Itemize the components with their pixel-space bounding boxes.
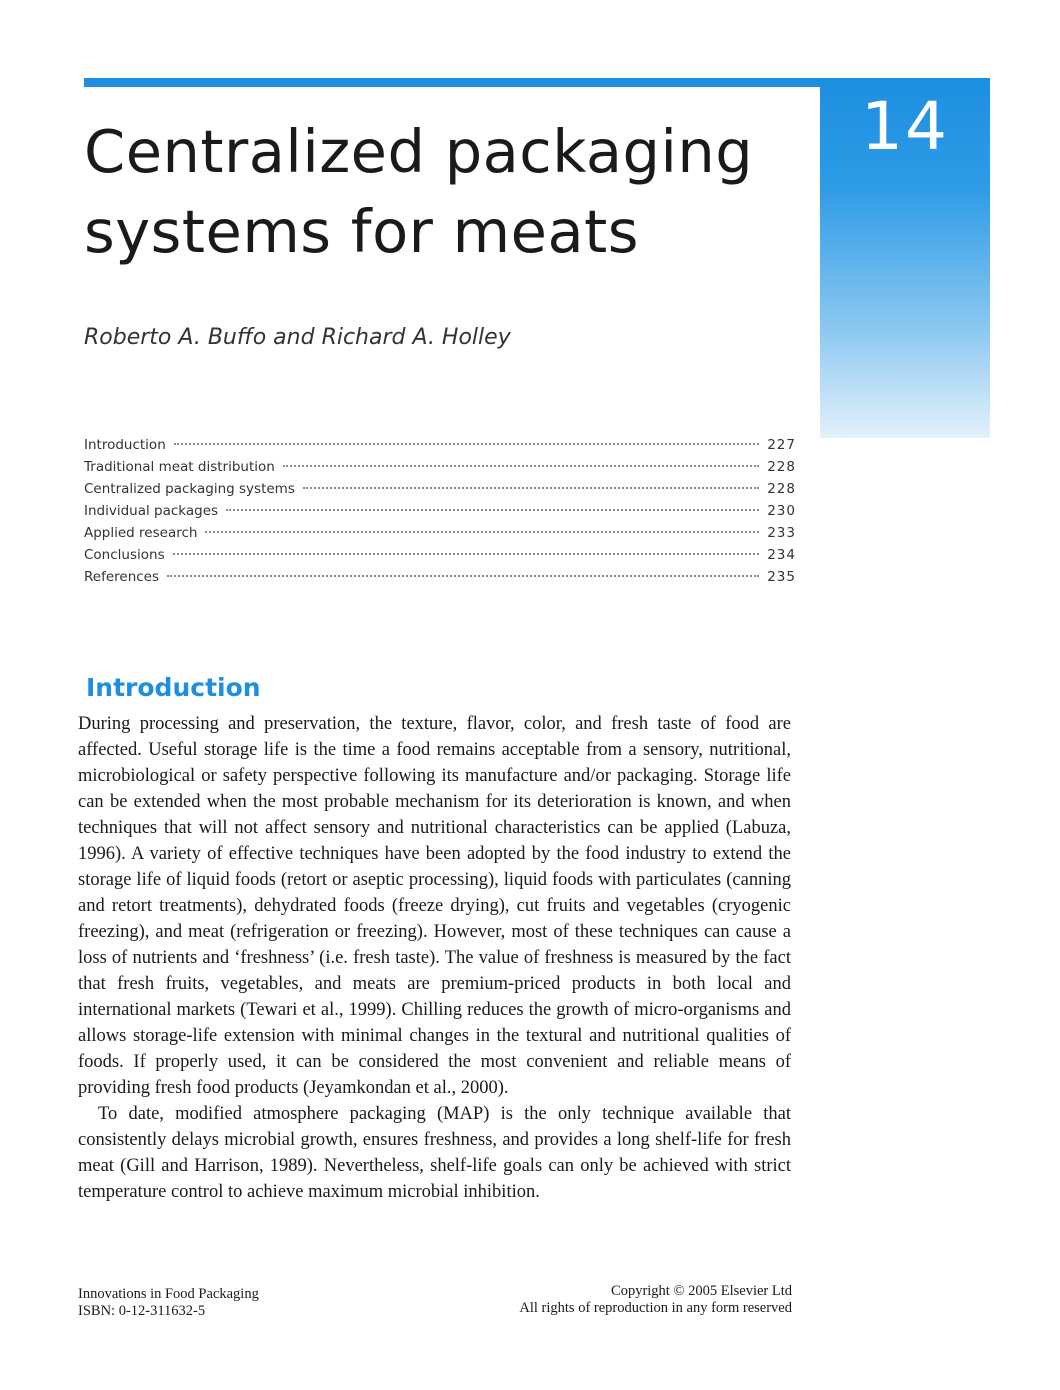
footer-isbn: ISBN: 0-12-311632-5 [78, 1303, 206, 1319]
paragraph: To date, modified atmosphere packaging (MAP) is the only technique available that consistently delays microbial growth, ensures freshness, and provides a long shelf-life for fresh meat (Gill and Harrison, 1989). Nevertheless, shelf-life goals can only be achieved with strict temperature control to achieve maximum microbial inhibition. [78, 1104, 791, 1202]
toc-label: References [84, 569, 160, 585]
footer-book-info [78, 1286, 259, 1320]
paragraph: During processing and preservation, the texture, flavor, color, and fresh taste of food are affected. Useful storage life is the time a food remains acceptable from a sensory, nutritional, microbiological or safety perspective following its manufacture and/or packaging. Storage life can be extended when the most probable mechanism for its deterioration is known, and when techniques that will not affect sensory and nutritional characteristics can be applied (Labuza, 1996). A variety of effective techniques have been adopted by the food industry to extend the storage life of liquid foods (retort or aseptic processing), liquid foods with particulates (canning and retort treatments), dehydrated foods (freeze drying), cut fruits and vegetables (cryogenic freezing), and meat (refrigeration or freezing). However, most of these techniques can cause a loss of nutrients and ‘freshness’ (i.e. fresh taste). The value of freshness is measured by the fact that fresh fruits, vegetables, and meats are premium-priced products in both local and international markets (Tewari et al., 1999). Chilling reduces the growth of micro-organisms and allows storage-life extension with minimal changes in the textural and nutritional qualities of foods. If properly used, it can be considered the most convenient and reliable means of providing fresh food products (Jeyamkondan et al., 2000). [78, 714, 791, 1098]
toc-label: Individual packages [84, 503, 219, 519]
toc-label: Introduction [84, 437, 166, 453]
toc-leader [226, 509, 759, 511]
toc-entry[interactable] [84, 437, 796, 459]
footer-copyright-line: Copyright © 2005 Elsevier Ltd [611, 1283, 792, 1299]
toc-entry[interactable] [84, 525, 796, 547]
header-rule [84, 78, 820, 87]
toc-entry[interactable] [84, 569, 796, 591]
toc-label: Centralized packaging systems [84, 481, 295, 497]
body-text [78, 711, 791, 1205]
chapter-number: 14 [861, 88, 949, 165]
toc-page: 227 [767, 437, 796, 453]
toc-label: Conclusions [84, 547, 165, 563]
toc-leader [173, 553, 760, 555]
toc-leader [167, 575, 759, 577]
footer-rights-line: All rights of reproduction in any form reserved [519, 1300, 792, 1316]
section-heading: Introduction [86, 673, 261, 702]
chapter-title-line-2: systems for meats [84, 197, 639, 266]
toc-page: 228 [767, 459, 796, 475]
toc-leader [205, 531, 759, 533]
toc-leader [174, 443, 759, 445]
authors: Roberto A. Buffo and Richard A. Holley [84, 325, 511, 350]
toc-entry[interactable] [84, 459, 796, 481]
toc-entry[interactable] [84, 481, 796, 503]
toc-entry[interactable] [84, 503, 796, 525]
footer-copyright [519, 1283, 792, 1317]
chapter-title-line-1: Centralized packaging [84, 117, 754, 186]
toc-label: Applied research [84, 525, 198, 541]
toc-leader [303, 487, 759, 489]
chapter-title [84, 112, 804, 272]
toc-entry[interactable] [84, 547, 796, 569]
toc-page: 230 [767, 503, 796, 519]
toc-leader [283, 465, 759, 467]
toc-page: 228 [767, 481, 796, 497]
table-of-contents [84, 437, 796, 591]
toc-page: 234 [767, 547, 796, 563]
toc-page: 235 [767, 569, 796, 585]
toc-page: 233 [767, 525, 796, 541]
footer-book-title: Innovations in Food Packaging [78, 1286, 259, 1302]
toc-label: Traditional meat distribution [84, 459, 275, 475]
